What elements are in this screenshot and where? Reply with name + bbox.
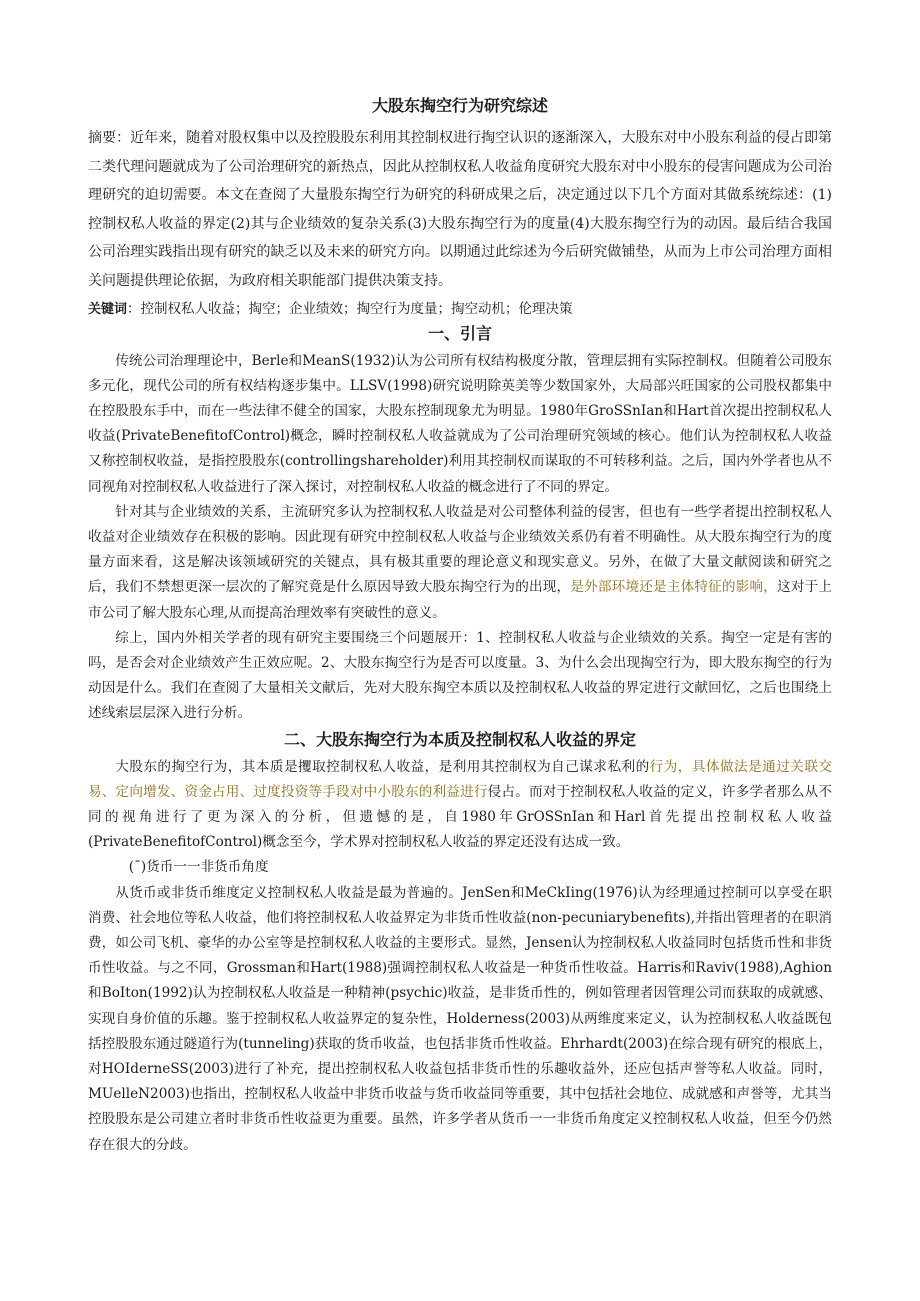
intro-paragraph-3: 综上，国内外相关学者的现有研究主要围绕三个问题展开：1、控制权私人收益与企业绩效的关系。掏空一定是有害的吗，是否会对企业绩效产生正效应呢。2、大股东掏空行为是否可以度量。3、为什么会出现掏空行为，即大股东掏空的行为动因是什么。我们在查阅了大量相关文献后，先对大股东掏空本质以及控制权私人收益的界定进行文献回忆，之后也围绕上述线索层层深入进行分析。 xyxy=(88,629,832,722)
document-page xyxy=(88,96,832,1158)
nature-paragraph-2: 从货币或非货币维度定义控制权私人收益是最为普遍的。JenSen和MeCkIing(1976)认为经理通过控制可以享受在职消费、社会地位等私人收益，他们将控制权私人收益界定为非货币性收益(non-pecuniarybenefits),并指出管理者的在职消费，如公司飞机、豪华的办公室等是控制权私人收益的主要形式。显然，Jensen认为控制权私人收益同时包括货币性和非货币性收益。与之不同，Grossman和Hart(1988)强调控制权私人收益是一种货币性收益。Harris和Raviv(1988),Aghion和BoIton(1992)认为控制权私人收益是一种精神(psychic)收益，是非货币性的，例如管理者因管理公司而获取的成就感、实现自身价值的乐趣。鉴于控制权私人收益界定的复杂性，Holderness(2003)从两维度来定义，认为控制权私人收益既包括控股股东通过隧道行为(tunneling)获取的货币收益，也包括非货币性收益。Ehrhardt(2003)在综合现有研究的根底上，对HOIderneSS(2003)进行了补充，提出控制权私人收益包括非货币性的乐趣收益外，还应包括声誉等私人收益。同时，MUelleN2003)也指出，控制权私人收益中非货币收益与货币收益同等重要，其中包括社会地位、成就感和声誉等，尤其当控股股东是公司建立者时非货币性收益更为重要。虽然，许多学者从货币一一非货币角度定义控制权私人收益，但至今仍然存在很大的分歧。 xyxy=(88,884,832,1153)
nature-paragraph-1-highlight: 行为，具体做法是通过关联交易、定向增发、资金占用、过度投资等手段对中小股东的利益进行 xyxy=(88,758,833,800)
keywords xyxy=(88,298,832,321)
nature-paragraph-1-text-a: 大股东的掏空行为，其本质是攫取控制权私人收益，是利用其控制权为自己谋求私利的 xyxy=(115,758,650,775)
keywords-text: ：控制权私人收益；掏空；企业绩效；掏空行为度量；掏空动机；伦理决策 xyxy=(127,300,573,317)
abstract: 摘要：近年来，随着对股权集中以及控股股东利用其控制权进行掏空认识的逐渐深入，大股东对中小股东利益的侵占即第二类代理问题就成为了公司治理研究的新热点，因此从控制权私人收益角度研究大股东对中小股东的侵害问题成为公司治理研究的迫切需要。本文在查阅了大量股东掏空行为研究的科研成果之后，决定通过以下几个方面对其做系统综述：(1)控制权私人收益的界定(2)其与企业绩效的复杂关系(3)大股东掏空行为的度量(4)大股东掏空行为的动因。最后结合我国公司治理实践指出现有研究的缺乏以及未来的研究方向。以期通过此综述为今后研究做铺垫，从而为上市公司治理方面相关问题提供理论依据，为政府相关职能部门提供决策支持。 xyxy=(88,130,832,289)
nature-paragraph-1 xyxy=(88,755,832,856)
intro-paragraph-1: 传统公司治理理论中，Berle和MeanS(1932)认为公司所有权结构极度分散，管理层拥有实际控制权。但随着公司股东多元化，现代公司的所有权结构逐步集中。LLSV(1998)研究说明除英美等少数国家外，大局部兴旺国家的公司股权都集中在控股股东手中，而在一些法律不健全的国家，大股东控制现象尤为明显。1980年GroSSnIan和Hart首次提出控制权私人收益(PrivateBenefitofControl)概念，瞬时控制权私人收益就成为了公司治理研究领域的核心。他们认为控制权私人收益又称控制权收益，是指控股股东(controllingshareholder)利用其控制权而谋取的不可转移利益。之后，国内外学者也从不同视角对控制权私人收益进行了深入探讨，对控制权私人收益的概念进行了不同的界定。 xyxy=(88,352,832,495)
document-title: 大股东掏空行为研究综述 xyxy=(371,96,548,115)
keywords-label: 关键词 xyxy=(88,301,128,317)
subsection-heading-monetary: (ˉ)货币一一非货币角度 xyxy=(128,859,269,876)
intro-paragraph-2-highlight: 是外部环境还是主体特征的影响， xyxy=(570,579,778,596)
intro-paragraph-2 xyxy=(88,500,832,626)
nature-paragraph-1-text-b: 侵占。而对于控制权私人收益的定义，许多学者那么从不同的视角进行了更为深入的分析，但遗憾的是，自1980年GrOSSnIan和Harl首先提出控制权私人收益(PrivateBenefitofControl)概念至今，学术界对控制权私人收益的界定还没有达成一致。 xyxy=(88,783,832,851)
intro-paragraph-2-text-a: 针对其与企业绩效的关系，主流研究多认为控制权私人收益是对公司整体利益的侵害，但也有一些学者提出控制权私人收益对企业绩效存在积极的影响。因此现有研究中控制权私人收益与企业绩效关系仍有着不明确性。从大股东掏空行为的度量方面来看，这是解决该领域研究的关键点，具有极其重要的理论意义和现实意义。另外，在做了大量文献阅读和研究之后，我们不禁想更深一层次的了解究竟是什么原因导致大股东掏空行为的出现， xyxy=(88,503,832,596)
intro-paragraph-2-text-b: 这对于上市公司了解大股东心理,从而提高治理效率有突破性的意义。 xyxy=(88,579,832,621)
section-heading-nature: 二、大股东掏空行为本质及控制权私人收益的界定 xyxy=(283,729,636,749)
section-heading-introduction: 一、引言 xyxy=(427,323,492,343)
